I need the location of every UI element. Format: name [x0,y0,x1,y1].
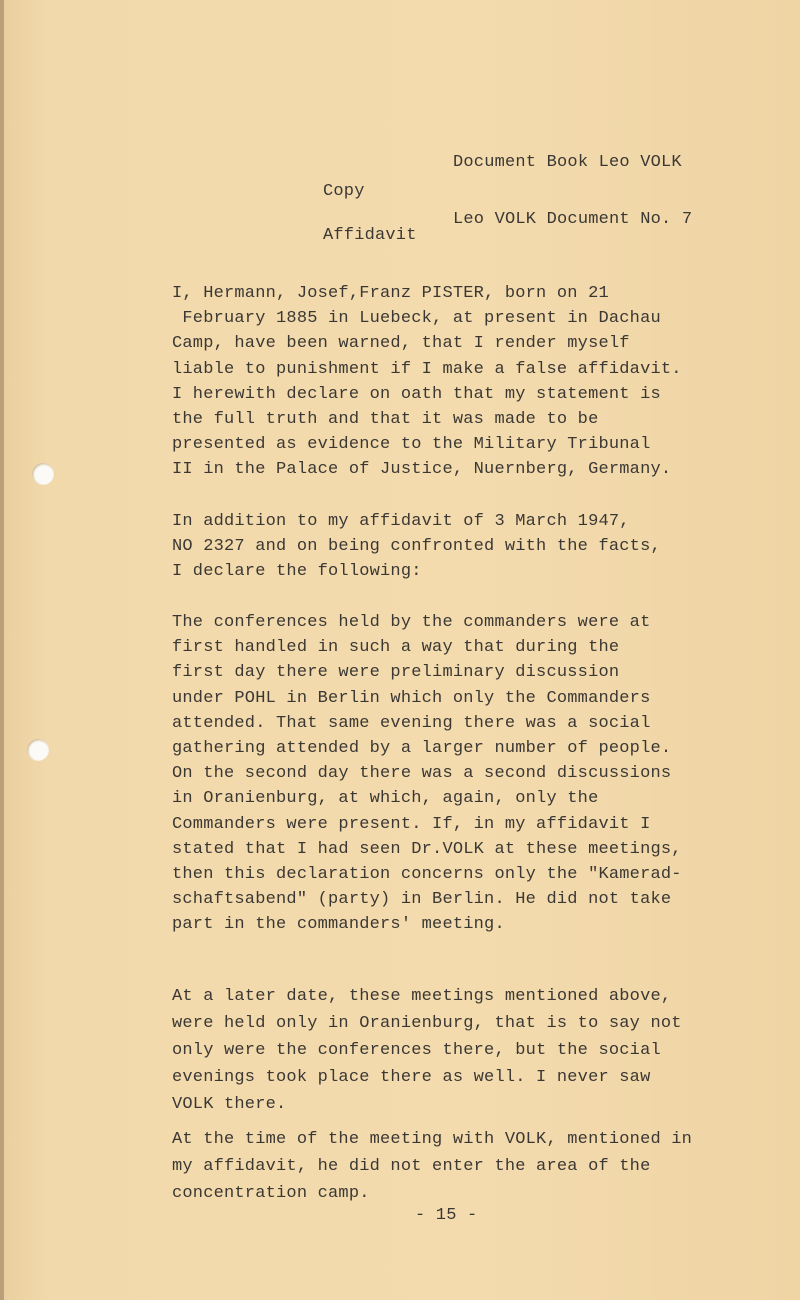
paragraph-1 [172,281,682,483]
text-line: concentration camp. [172,1184,370,1203]
text-line: stated that I had seen Dr.VOLK at these meetings, [172,839,682,859]
text-line: I declare the following: [172,562,422,582]
text-line: presented as evidence to the Military Tribunal [172,435,651,455]
text-line: VOLK there. [172,1095,287,1114]
text-line: February 1885 in Luebeck, at present in Dachau [172,309,661,329]
text-line: the full truth and that it was made to be [172,410,599,430]
document-title: Affidavit [323,226,417,245]
text-line: attended. That same evening there was a social [172,713,651,733]
text-line: under POHL in Berlin which only the Commanders [172,688,651,708]
text-line: in Oranienburg, at which, again, only the [172,789,599,809]
text-line: Commanders were present. If, in my affidavit I [172,814,651,834]
punch-hole [27,739,49,761]
text-line: then this declaration concerns only the "Kamerad- [172,865,682,885]
page-number: - 15 - [415,1206,478,1225]
text-line: Camp, have been warned, that I render myself [172,334,630,354]
text-line: At the time of the meeting with VOLK, mentioned in [172,1130,693,1149]
text-line: first day there were preliminary discussion [172,663,620,683]
header-line: Document Book Leo VOLK [453,153,682,172]
text-line: NO 2327 and on being confronted with the facts, [172,537,661,557]
text-line: schaftsabend" (party) in Berlin. He did not take [172,890,672,910]
text-line: evenings took place there as well. I never saw [172,1068,651,1087]
text-line: gathering attended by a larger number of people. [172,739,672,759]
text-line: my affidavit, he did not enter the area of the [172,1157,651,1176]
document-header [453,115,692,248]
paragraph-5 [172,1126,692,1207]
text-line: I herewith declare on oath that my statement is [172,384,661,404]
text-line: liable to punishment if I make a false affidavit. [172,359,682,379]
copy-label: Copy [323,182,365,201]
text-line: first handled in such a way that during the [172,638,620,658]
punch-hole [32,463,54,485]
text-line: II in the Palace of Justice, Nuernberg, Germany. [172,460,672,480]
text-line: part in the commanders' meeting. [172,915,505,935]
text-line: The conferences held by the commanders were at [172,613,651,632]
text-line: only were the conferences there, but the social [172,1041,661,1060]
page-edge [0,0,4,1300]
text-line: In addition to my affidavit of 3 March 1947, [172,512,630,531]
text-line: I, Hermann, Josef,Franz PISTER, born on 21 [172,284,609,303]
paragraph-4 [172,983,682,1118]
text-line: were held only in Oranienburg, that is to say not [172,1014,682,1033]
text-line: At a later date, these meetings mentioned above, [172,987,672,1006]
paragraph-2 [172,509,661,585]
header-line: Leo VOLK Document No. 7 [453,210,693,229]
text-line: On the second day there was a second discussions [172,764,672,784]
paragraph-3 [172,610,682,938]
